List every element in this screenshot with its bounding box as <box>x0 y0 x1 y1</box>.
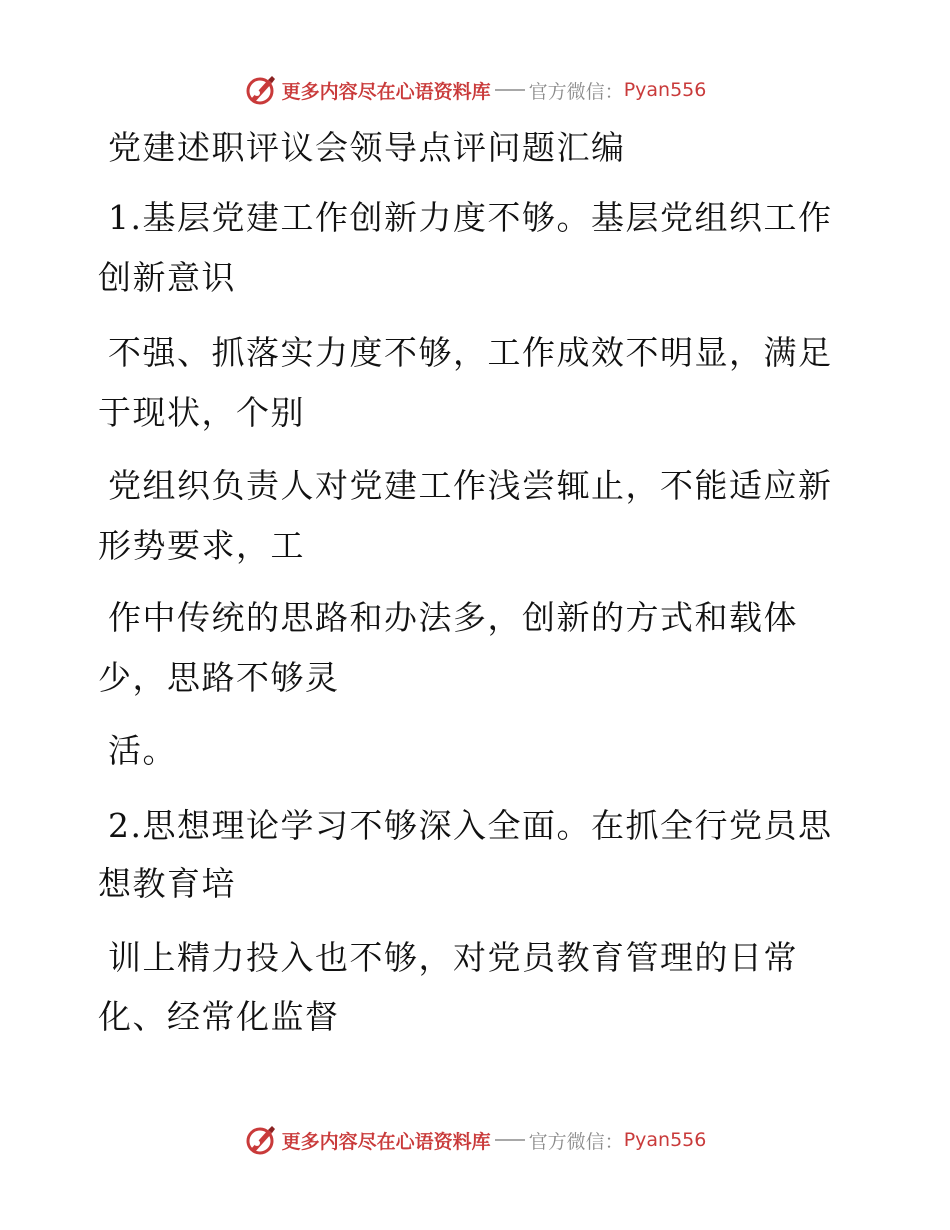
paragraph-line: 创新意识 <box>98 258 236 297</box>
footer-banner <box>0 1120 950 1160</box>
paragraph-line: 想教育培 <box>98 864 236 903</box>
paragraph-line: 于现状，个别 <box>98 393 305 432</box>
paragraph-line: 训上精力投入也不够，对党员教育管理的日常 <box>108 938 798 977</box>
banner-official-label: 官方微信： <box>528 1130 624 1153</box>
paragraph-line: 作中传统的思路和办法多，创新的方式和载体 <box>108 598 798 637</box>
paragraph-line: 1.基层党建工作创新力度不够。基层党组织工作 <box>108 198 833 237</box>
banner-dash <box>495 1139 525 1141</box>
paragraph-line: 少，思路不够灵 <box>98 658 340 697</box>
paragraph-line: 形势要求，工 <box>98 526 305 565</box>
pen-logo-icon <box>244 74 276 106</box>
paragraph-line: 活。 <box>108 731 177 770</box>
banner-wechat-id: Pyan556 <box>623 79 707 101</box>
paragraph-line: 化、经常化监督 <box>98 997 340 1036</box>
document-title: 党建述职评议会领导点评问题汇编 <box>108 128 626 167</box>
pen-logo-icon <box>244 1124 276 1156</box>
paragraph-line: 2.思想理论学习不够深入全面。在抓全行党员思 <box>108 806 833 845</box>
banner-wechat-id: Pyan556 <box>623 1129 707 1151</box>
paragraph-line: 不强、抓落实力度不够，工作成效不明显，满足 <box>108 333 833 372</box>
banner-brand-text: 更多内容尽在心语资料库 <box>281 1130 491 1153</box>
header-banner <box>0 70 950 110</box>
banner-official-label: 官方微信： <box>528 80 624 103</box>
paragraph-line: 党组织负责人对党建工作浅尝辄止，不能适应新 <box>108 466 833 505</box>
banner-brand-text: 更多内容尽在心语资料库 <box>281 80 491 103</box>
banner-dash <box>495 89 525 91</box>
